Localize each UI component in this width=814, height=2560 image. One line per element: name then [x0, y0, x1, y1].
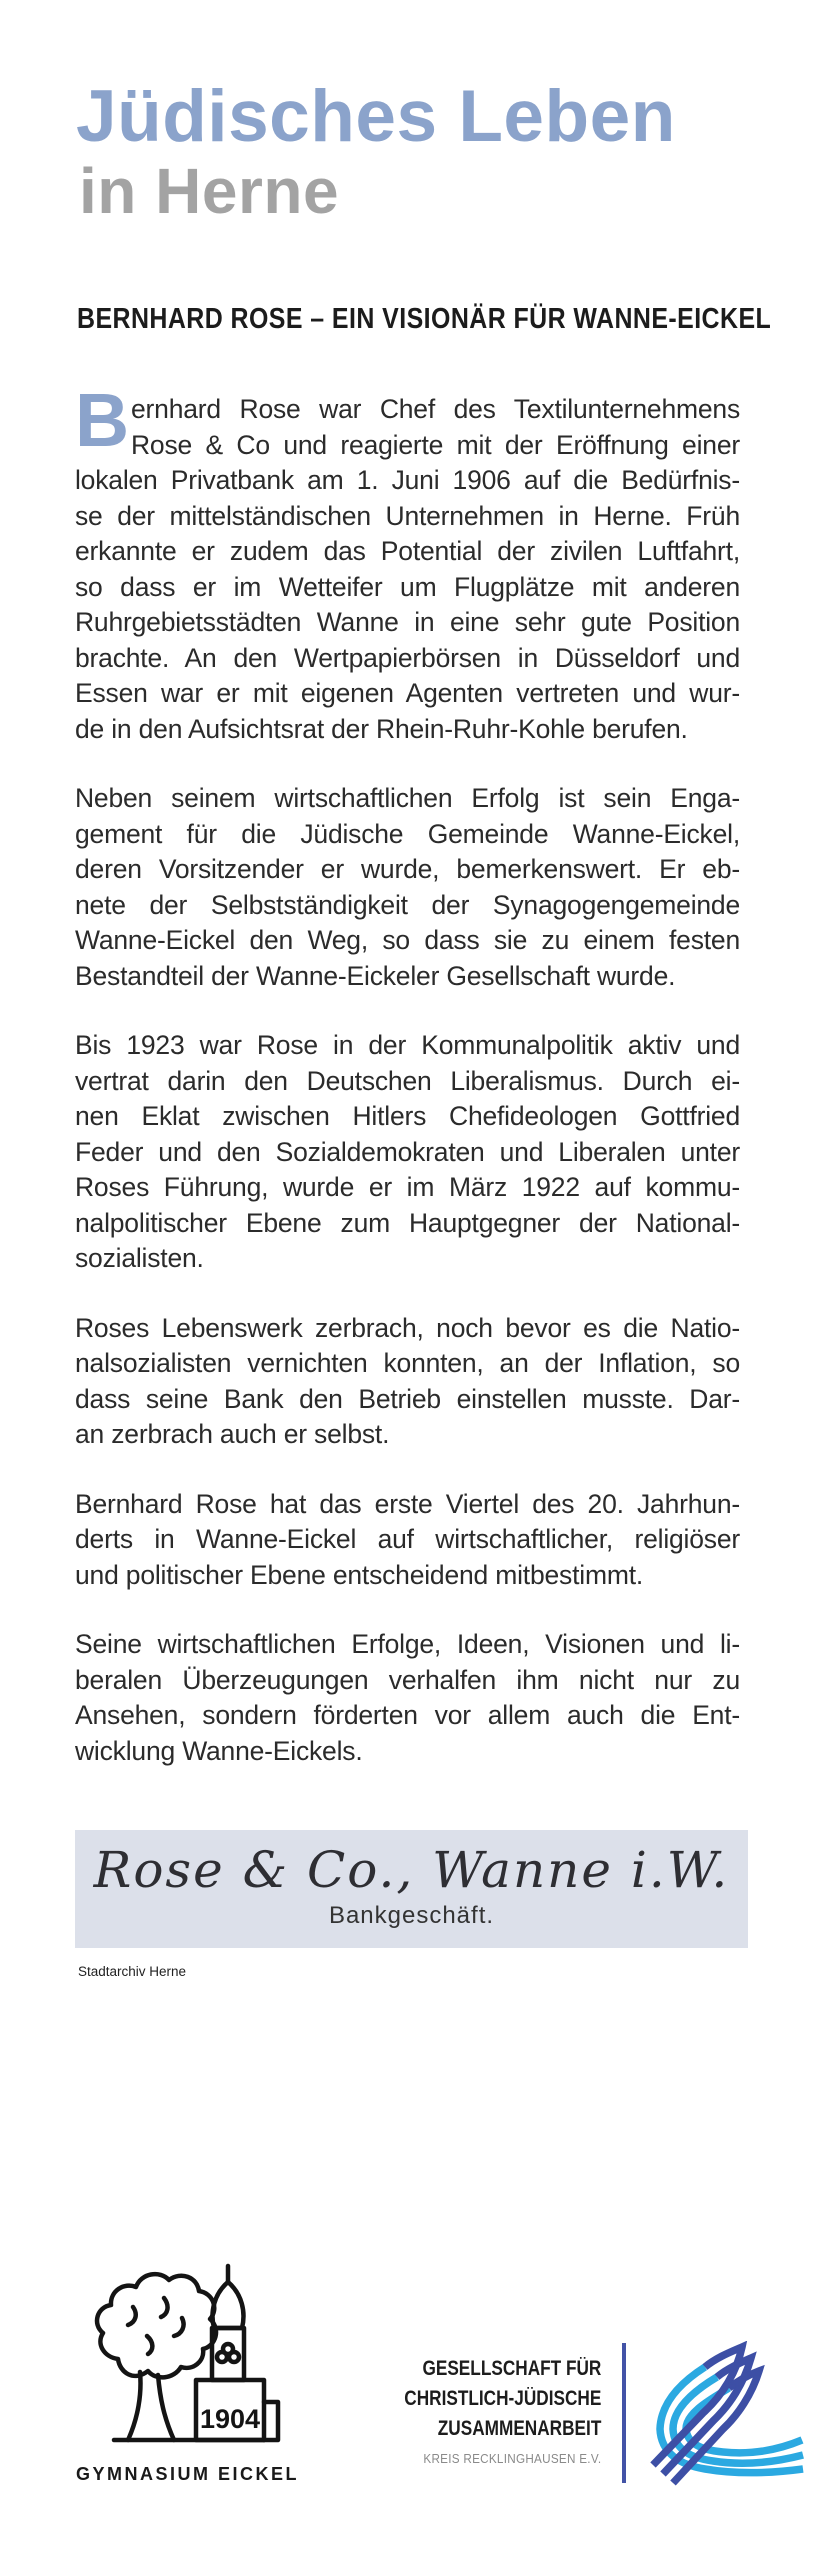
- paragraph: [75, 1487, 740, 1594]
- text-line: deren Vorsitzender er wurde, bemerkenswert. Er eb-: [75, 854, 740, 884]
- paragraph: [75, 1028, 740, 1277]
- gcjz-ribbon-icon: [645, 2341, 808, 2486]
- page-subtitle: in Herne: [79, 155, 340, 227]
- society-chapter-line: KREIS RECKLINGHAUSEN E.V.: [423, 2451, 601, 2466]
- text-line: de in den Aufsichtsrat der Rhein-Ruhr-Kohle berufen.: [75, 713, 688, 744]
- text-line: nalpolitischer Ebene zum Hauptgegner der National-: [75, 1207, 740, 1238]
- paragraph: [75, 781, 740, 994]
- text-line: Wanne-Eickel den Weg, so dass sie zu einem festen: [75, 925, 740, 955]
- text-line: ernhard Rose war Chef des Textilunternehmens: [131, 394, 740, 424]
- body-copy: [75, 378, 740, 1803]
- text-line: Essen war er mit eigenen Agenten vertreten und wur-: [75, 678, 740, 708]
- divider-line: [622, 2343, 626, 2483]
- gcjz-logo: [645, 2341, 808, 2486]
- text-line: nen Eklat zwischen Hitlers Chefideologen Gottfried: [75, 1101, 740, 1131]
- text-line: Roses Führung, wurde er im März 1922 auf kommu-: [75, 1172, 740, 1202]
- tree-church-icon: [78, 2262, 298, 2458]
- text-line: beralen Überzeugungen verhalfen ihm nicht nur zu: [75, 1664, 740, 1695]
- school-name-label: GYMNASIUM EICKEL: [75, 2464, 299, 2484]
- figure-subtext: Bankgeschäft.: [328, 1902, 495, 1929]
- society-name-line: CHRISTLICH-JÜDISCHE: [403, 2387, 601, 2410]
- society-text-block: [361, 2354, 601, 2466]
- society-name-line: ZUSAMMENARBEIT: [437, 2417, 601, 2440]
- gymnasium-eickel-logo: [75, 2262, 300, 2485]
- text-line: Ansehen, sondern förderten vor allem auch die Ent-: [75, 1700, 740, 1730]
- text-line: Neben seinem wirtschaftlichen Erfolg ist sein Enga-: [75, 783, 740, 813]
- text-line: gement für die Jüdische Gemeinde Wanne-Eickel,: [75, 818, 740, 849]
- text-line: Seine wirtschaftlichen Erfolge, Ideen, Visionen und li-: [75, 1629, 740, 1659]
- article-heading: BERNHARD ROSE – EIN VISIONÄR FÜR WANNE-EICKEL: [77, 303, 772, 335]
- text-line: brachte. An den Wertpapierbörsen in Düsseldorf und: [75, 642, 740, 673]
- text-line: wicklung Wanne-Eickels.: [75, 1735, 363, 1766]
- figure-script-text: Rose & Co., Wanne i.W.: [93, 1841, 730, 1899]
- text-line: Bestandteil der Wanne-Eickeler Gesellschaft wurde.: [75, 960, 676, 991]
- text-line: Rose & Co und reagierte mit der Eröffnung einer: [131, 429, 740, 460]
- text-line: Bernhard Rose hat das erste Viertel des 20. Jahrhun-: [75, 1488, 740, 1519]
- text-line: und politischer Ebene entscheidend mitbestimmt.: [75, 1559, 644, 1590]
- figure-caption: Stadtarchiv Herne: [78, 1964, 187, 1979]
- text-line: lokalen Privatbank am 1. Juni 1906 auf die Bedürfnis-: [75, 465, 740, 495]
- text-line: se der mittelständischen Unternehmen in Herne. Früh: [75, 500, 740, 531]
- society-name-line: GESELLSCHAFT FÜR: [422, 2357, 601, 2380]
- text-line: nete der Selbstständigkeit der Synagogengemeinde: [75, 889, 740, 920]
- text-line: vertrat darin den Deutschen Liberalismus. Durch ei-: [75, 1065, 740, 1096]
- paragraph: [75, 1627, 740, 1769]
- school-year-label: 1904: [199, 2404, 260, 2434]
- text-line: so dass er im Wetteifer um Flugplätze mit anderen: [75, 571, 740, 602]
- paragraph: [75, 378, 740, 747]
- text-line: derts in Wanne-Eickel auf wirtschaftlicher, religiöser: [75, 1524, 740, 1554]
- paragraph: [75, 1311, 740, 1453]
- text-line: Roses Lebenswerk zerbrach, noch bevor es die Natio-: [75, 1312, 740, 1343]
- text-line: sozialisten.: [75, 1243, 204, 1273]
- text-line: erkannte er zudem das Potential der zivilen Luftfahrt,: [75, 536, 740, 566]
- text-line: an zerbrach auch er selbst.: [75, 1419, 390, 1449]
- bank-advertisement-figure: [75, 1830, 748, 1948]
- text-line: Bis 1923 war Rose in der Kommunalpolitik aktiv und: [75, 1030, 740, 1060]
- text-line: nalsozialisten vernichten konnten, an der Inflation, so: [75, 1348, 740, 1378]
- text-line: Feder und den Sozialdemokraten und Liberalen unter: [75, 1136, 740, 1167]
- page-title: Jüdisches Leben: [76, 76, 676, 157]
- text-line: Ruhrgebietsstädten Wanne in eine sehr gute Position: [75, 607, 740, 637]
- text-line: dass seine Bank den Betrieb einstellen musste. Dar-: [75, 1383, 740, 1414]
- drop-cap: B: [75, 378, 129, 462]
